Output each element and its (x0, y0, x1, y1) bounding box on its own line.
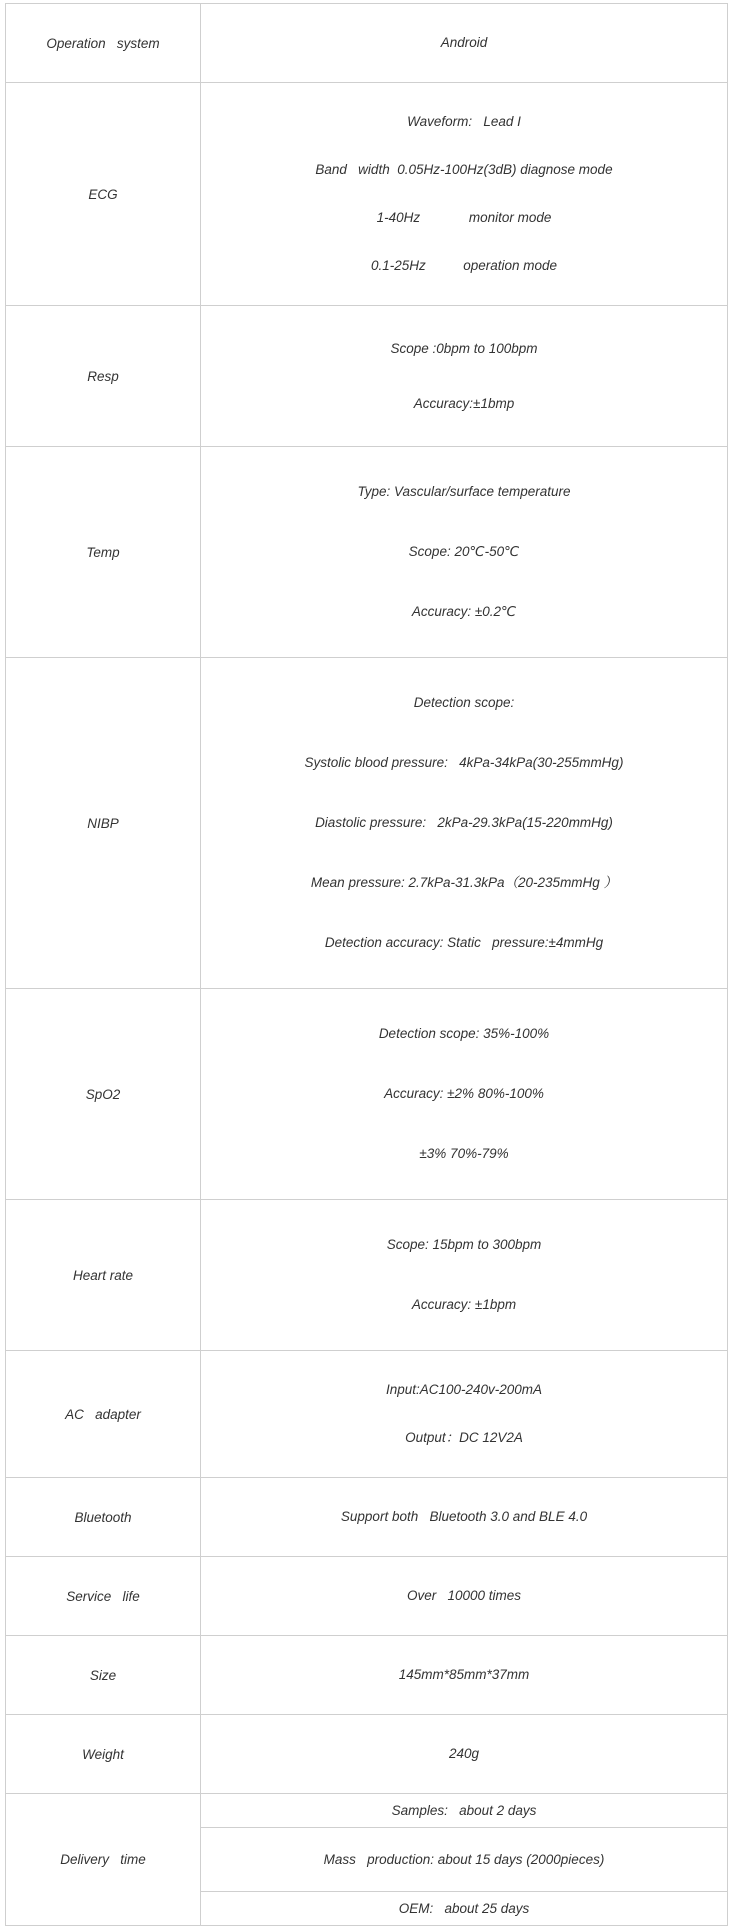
value-line: Band width 0.05Hz-100Hz(3dB) diagnose mode (315, 162, 613, 177)
row-value (201, 989, 728, 1200)
row-value (201, 1200, 728, 1351)
row-value (201, 1636, 728, 1715)
value-line: Scope: 20℃-50℃ (408, 544, 520, 559)
value-line: Android (440, 35, 488, 50)
value-line: Type: Vascular/surface temperature (357, 484, 571, 499)
value-line: Support both Bluetooth 3.0 and BLE 4.0 (340, 1509, 588, 1524)
value-line: 1-40Hz monitor mode (376, 210, 552, 225)
row-label: Weight (6, 1715, 201, 1794)
row-value (201, 83, 728, 306)
row-label: Service life (6, 1557, 201, 1636)
table-row-spo2 (6, 989, 728, 1200)
value-line: Scope :0bpm to 100bpm (390, 341, 538, 356)
value-line: 145mm*85mm*37mm (398, 1667, 530, 1682)
row-label: Temp (6, 447, 201, 658)
table-row-operation-system (6, 4, 728, 83)
row-label: SpO2 (6, 989, 201, 1200)
row-label: Size (6, 1636, 201, 1715)
table-row-nibp (6, 658, 728, 989)
value-line: Over 10000 times (406, 1588, 522, 1603)
value-line: ±3% 70%-79% (419, 1146, 509, 1161)
row-value: Samples: about 2 days (201, 1794, 728, 1828)
value-line: Scope: 15bpm to 300bpm (386, 1237, 542, 1252)
value-line: Input:AC100-240v-200mA (385, 1382, 543, 1397)
row-label: Resp (6, 306, 201, 447)
table-row-heart-rate (6, 1200, 728, 1351)
row-label: Bluetooth (6, 1478, 201, 1557)
table-row-service-life (6, 1557, 728, 1636)
table-row-ac-adapter (6, 1351, 728, 1478)
value-line: Diastolic pressure: 2kPa-29.3kPa(15-220mmHg) (315, 815, 613, 830)
table-row-temp (6, 447, 728, 658)
value-line: 0.1-25Hz operation mode (370, 258, 558, 273)
table-row-size (6, 1636, 728, 1715)
row-label: Delivery time (6, 1794, 201, 1926)
row-value (201, 306, 728, 447)
row-value (201, 1478, 728, 1557)
row-label: ECG (6, 83, 201, 306)
spec-table (5, 3, 728, 1926)
table-row-weight (6, 1715, 728, 1794)
value-line: Waveform: Lead I (407, 114, 521, 129)
row-value: Mass production: about 15 days (2000pieces) (201, 1828, 728, 1892)
row-value (201, 1715, 728, 1794)
row-value: OEM: about 25 days (201, 1892, 728, 1926)
value-line: Accuracy: ±0.2℃ (411, 604, 517, 619)
row-value (201, 447, 728, 658)
row-value (201, 658, 728, 989)
value-line: Detection scope: (413, 695, 515, 710)
row-value (201, 1351, 728, 1478)
value-line: Accuracy:±1bmp (413, 396, 515, 411)
table-row-bluetooth (6, 1478, 728, 1557)
table-row-delivery-time (6, 1794, 728, 1828)
value-line: Accuracy: ±1bpm (411, 1297, 517, 1312)
table-row-ecg (6, 83, 728, 306)
value-line: Accuracy: ±2% 80%-100% (384, 1086, 544, 1101)
value-line: Output：DC 12V2A (405, 1430, 523, 1445)
table-row-resp (6, 306, 728, 447)
row-value (201, 4, 728, 83)
value-line: Systolic blood pressure: 4kPa-34kPa(30-255mmHg) (304, 755, 624, 770)
row-label: Heart rate (6, 1200, 201, 1351)
value-line: Mean pressure: 2.7kPa-31.3kPa（20-235mmHg ） (310, 875, 618, 890)
row-label: NIBP (6, 658, 201, 989)
row-label: AC adapter (6, 1351, 201, 1478)
value-line: Detection accuracy: Static pressure:±4mmHg (324, 935, 604, 950)
row-label: Operation system (6, 4, 201, 83)
value-line: Detection scope: 35%-100% (378, 1026, 550, 1041)
row-value (201, 1557, 728, 1636)
value-line: 240g (448, 1746, 480, 1761)
